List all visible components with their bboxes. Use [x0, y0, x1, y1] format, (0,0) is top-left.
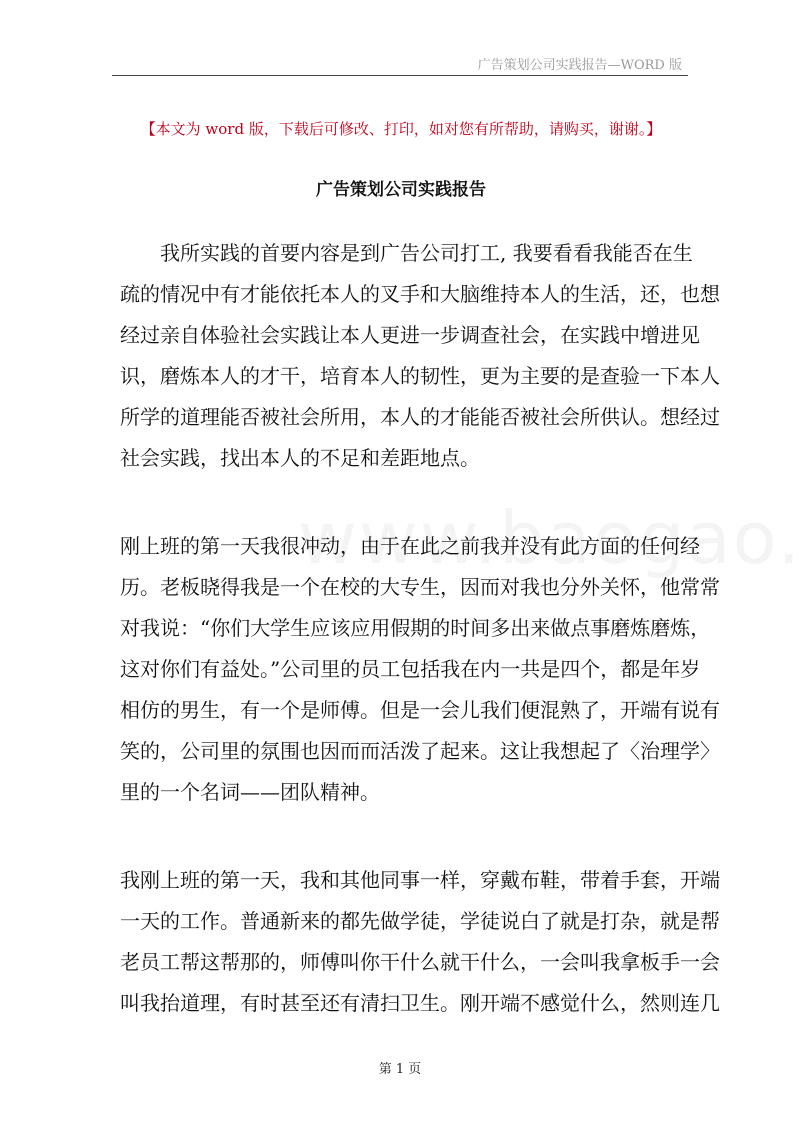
text-line: 历。老板晓得我是一个在校的大专生，因而对我也分外关怀，他常常 — [120, 575, 720, 599]
text-line: 经过亲自体验社会实践让本人更进一步调查社会，在实践中增进见 — [120, 323, 700, 347]
text-line: 社会实践，找出本人的不足和差距地点。 — [120, 446, 480, 470]
text-line: 笑的，公司里的氛围也因而而活泼了起来。这让我想起了〈治理学〉 — [120, 739, 720, 763]
text-line: 刚上班的第一天我很冲动，由于在此之前我并没有此方面的任何经 — [120, 534, 700, 558]
page-header: 广告策划公司实践报告—WORD 版 — [477, 58, 682, 73]
text-line: 这对你们有益处。”公司里的员工包括我在内一共是四个，都是年岁 — [120, 657, 701, 681]
text-line: 老员工帮这帮那的，师傅叫你干什么就干什么，一会叫我拿板手一会 — [120, 950, 720, 974]
text-line: 一天的工作。普通新来的都先做学徒，学徒说白了就是打杂，就是帮 — [120, 909, 720, 933]
document-title: 广告策划公司实践报告 — [316, 180, 486, 200]
text-line: 叫我抬道理，有时甚至还有清扫卫生。刚开端不感觉什么，然则连几 — [120, 991, 720, 1015]
text-line: 我所实践的首要内容是到广告公司打工, 我要看看我能否在生 — [160, 241, 693, 265]
header-rule — [112, 75, 688, 76]
notice-text: 【本文为 word 版，下载后可修改、打印，如对您有所帮助，请购买，谢谢。】 — [140, 120, 662, 138]
text-line: 对我说：“你们大学生应该应用假期的时间多出来做点事磨炼磨炼， — [120, 616, 711, 640]
text-line: 疏的情况中有才能依托本人的叉手和大脑维持本人的生活，还，也想 — [120, 282, 720, 306]
text-line: 所学的道理能否被社会所用，本人的才能能否被社会所供认。想经过 — [120, 405, 720, 429]
text-line: 我刚上班的第一天，我和其他同事一样，穿戴布鞋，带着手套，开端 — [120, 868, 720, 892]
text-line: 相仿的男生，有一个是师傅。但是一会儿我们便混熟了，开端有说有 — [120, 698, 720, 722]
text-line: 识，磨炼本人的才干，培育本人的韧性，更为主要的是查验一下本人 — [120, 364, 720, 388]
text-line: 里的一个名词——团队精神。 — [120, 780, 380, 804]
page-number: 第 1 页 — [378, 1062, 422, 1077]
